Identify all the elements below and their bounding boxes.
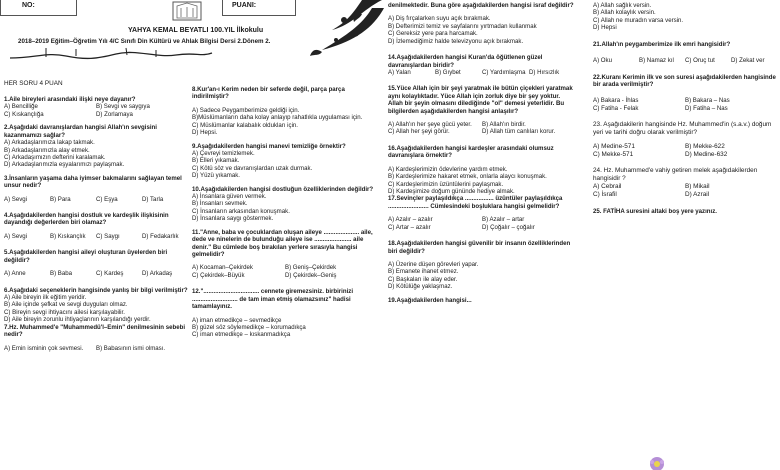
- option[interactable]: A) Anne: [4, 270, 26, 278]
- puan-label: PUANI:: [232, 2, 257, 9]
- question-text: 4.Aşağıdakilerden hangisi dostluk ve kardeşlik ilişkisinin dayandığı değerlerden biri olamaz?: [4, 212, 169, 227]
- flower-icon: [646, 454, 668, 470]
- option[interactable]: D) İnsanlara saygı göstermek.: [192, 215, 274, 223]
- question-text: 17.Sevinçler paylaşıldıkça ................. üzüntüler paylaşıldıkça ........................ Cümlesindeki boşluklara hangisi gelmelidir?: [388, 195, 563, 210]
- option[interactable]: B) Mekke-622: [685, 142, 725, 150]
- question-text: 12."................................. cennete giremezsiniz. birbirinizi ........................... de tam iman etmiş olamazsınız" hadisi tamamlayınız.: [192, 288, 354, 311]
- option[interactable]: A) Yalan: [388, 68, 411, 76]
- option[interactable]: C) Artar – azalır: [388, 223, 431, 231]
- option[interactable]: B) Kardeşlerimize hakaret etmek, onlarla alaycı konuşmak.: [388, 173, 547, 181]
- option[interactable]: B) Gıybet: [435, 68, 461, 76]
- option[interactable]: C) Allah ne muradın varsa versin.: [593, 16, 684, 24]
- option[interactable]: B) İnsanları sevmek.: [192, 200, 248, 208]
- question-text: 7.Hz. Muhammed'e "Muhammedü'l–Emin" denilmesinin sebebi nedir?: [4, 323, 186, 339]
- question-text: 14.Aşağıdakilerden hangisi Kuran'da öğütlenen güzel davranışlardan biridir?: [388, 54, 543, 69]
- option[interactable]: C) Gereksiz yere para harcamak.: [388, 30, 478, 38]
- option[interactable]: A) iman etmedikçe – sevmedikçe: [192, 316, 282, 324]
- question-5: [4, 249, 188, 277]
- column-4: [593, 2, 777, 215]
- exam-title: 2018–2019 Eğitim–Öğretim Yılı 4/C Sınıfı Din Kültürü ve Ahlak Bilgisi Dersi 2.Dönem 2.: [18, 38, 271, 45]
- option[interactable]: D) Fedakarlık: [142, 232, 179, 240]
- question-7: [4, 324, 188, 352]
- question-17: [388, 195, 576, 231]
- option[interactable]: A) Çevreyi temizlemek.: [192, 149, 255, 157]
- option[interactable]: B) Babasının ismi olması.: [96, 344, 166, 352]
- question-text: 5.Aşağıdakilerden hangisi aileyi oluşturan üyelerden biri değildir?: [4, 249, 168, 264]
- question-2: [4, 124, 188, 169]
- option[interactable]: D) Çoğalır – çoğalır: [482, 223, 535, 231]
- option[interactable]: A) Bakara - İhlas: [593, 97, 639, 105]
- option[interactable]: A) Allah sağlık versin.: [593, 2, 652, 9]
- option[interactable]: C) Kardeş: [96, 270, 124, 278]
- question-text: 10.Aşağıdakilerden hangisi dostluğun özelliklerinden değildir?: [192, 185, 374, 193]
- question-22: [593, 74, 777, 113]
- question-text: 24. Hz. Muhammed'e vahiy getiren melek aşağıdakilerden hangisidir ?: [593, 167, 758, 183]
- option[interactable]: B) güzel söz söylemedikçe – korumadıkça: [192, 323, 306, 331]
- option[interactable]: C) Saygı: [96, 232, 120, 240]
- question-12: [192, 288, 378, 339]
- option[interactable]: D) Fatiha – Nas: [685, 104, 728, 112]
- option[interactable]: C) Fatiha - Felak: [593, 104, 639, 112]
- option[interactable]: D) Zekat ver: [731, 57, 765, 65]
- option[interactable]: D) Kardeşimize doğum gününde hediye almak.: [388, 188, 515, 196]
- option[interactable]: C) Kıskançlığa: [4, 110, 44, 118]
- floral-ornament-icon: [292, 0, 384, 60]
- option[interactable]: C) Çekirdek–Büyük: [192, 271, 245, 279]
- option[interactable]: B) Baba: [50, 270, 73, 278]
- option[interactable]: B) Sevgi ve saygıya: [96, 103, 150, 111]
- option[interactable]: C) Yardımlaşma: [482, 68, 526, 76]
- question-10: [192, 186, 378, 223]
- option[interactable]: A) Oku: [593, 57, 612, 65]
- option[interactable]: C) Allah her şeyi görür.: [388, 128, 450, 136]
- option[interactable]: A) Diş fırçalarken suyu açık bırakmak.: [388, 15, 491, 23]
- option[interactable]: C) Kardeşlerimizin üzüntülerini paylaşmak.: [388, 180, 504, 188]
- puan-box: [222, 0, 296, 16]
- question-text: 2.Aşağıdaki davranışlardan hangisi Allah'ın sevgisini kazanmamızı sağlar?: [4, 124, 157, 139]
- option[interactable]: B) Arkadaşlarımızla alay etmek.: [4, 146, 90, 154]
- question-8: [192, 86, 378, 137]
- question-24: [593, 167, 777, 198]
- school-logo-icon: [168, 0, 206, 22]
- question-text: 8.Kur'an-ı Kerim neden bir seferde değil, parça parça indirilmiştir?: [192, 86, 345, 101]
- option[interactable]: A) Aile bireyin ilk eğitim yeridir.: [4, 294, 87, 302]
- option[interactable]: A) Sevgi: [4, 232, 28, 240]
- question-text: 19.Aşağıdakilerden hangisi...: [388, 296, 472, 304]
- option[interactable]: B) Elleri yıkamak.: [192, 157, 240, 165]
- school-title: YAHYA KEMAL BEYATLI 100.YIL İlkokulu: [128, 27, 264, 34]
- option[interactable]: A) Emin isminin çok sevmesi.: [4, 344, 84, 352]
- points-note: HER SORU 4 PUAN: [4, 80, 63, 87]
- option[interactable]: B) Kıskançlık: [50, 232, 86, 240]
- column-3: [388, 2, 576, 304]
- question-text: 1.Aile bireyleri arasındaki ilişki neye dayanır?: [4, 96, 136, 103]
- option[interactable]: B) Aile içinde şefkat ve sevgi duyguları olmaz.: [4, 301, 128, 309]
- option[interactable]: D) Arkadaş: [142, 270, 173, 278]
- option[interactable]: B) Bakara – Nas: [685, 97, 730, 105]
- option[interactable]: A) Allah'ın her şeye gücü yeter.: [388, 121, 472, 129]
- question-14: [388, 54, 576, 76]
- option[interactable]: C) Oruç tut: [685, 57, 715, 65]
- option[interactable]: A) Sadece Peygamberimize geldiği için.: [192, 106, 300, 114]
- option[interactable]: D) Aile bireyin zorunlu ihtiyaçlarının karşılandığı yerdir.: [4, 316, 151, 324]
- option[interactable]: D) Medine-632: [685, 150, 728, 158]
- option[interactable]: B) Allah kolaylık versin.: [593, 9, 656, 17]
- option[interactable]: D) Çekirdek–Geniş: [285, 271, 337, 279]
- option[interactable]: B) Namaz kıl: [639, 57, 674, 65]
- question-text: 18.Aşağıdakilerden hangisi güvenilir bir insanın özelliklerinden biri değildir?: [388, 240, 571, 255]
- option[interactable]: C) iman etmedikçe – kıskanmadıkça: [192, 331, 291, 339]
- question-16: [388, 145, 576, 196]
- question-text: 9.Aşağıdakilerden hangisi manevi temizliğe örnektir?: [192, 142, 346, 150]
- question-text: 21.Allah'ın peygamberimize ilk emri hangisidir?: [593, 40, 731, 48]
- question-text: denilmektedir. Buna göre aşağıdakilerden hangisi israf değildir?: [388, 2, 574, 9]
- option[interactable]: B) Azalır – artar: [482, 216, 525, 224]
- option[interactable]: D) Tarla: [142, 195, 164, 203]
- question-25: [593, 208, 777, 215]
- question-21: [593, 41, 777, 65]
- option[interactable]: A) Sevgi: [4, 195, 28, 203]
- column-2: [192, 86, 378, 339]
- question-4: [4, 212, 188, 240]
- option[interactable]: C) İnsanların arkasından konuşmak.: [192, 207, 290, 215]
- option[interactable]: A) Medine-571: [593, 142, 635, 150]
- option[interactable]: D) Azrail: [685, 190, 710, 198]
- question-11: [192, 229, 378, 280]
- question-20-continued: [593, 2, 777, 32]
- question-9: [192, 143, 378, 180]
- option[interactable]: B)Müslümanların daha kolay anlayıp rahatlıkla uygulaması için.: [192, 114, 363, 122]
- option[interactable]: D) Arkadaşlarımızla eşyalarımızı paylaşmak.: [4, 161, 125, 169]
- option[interactable]: C) Müslümanlar kalabalık oldukları için.: [192, 121, 299, 129]
- option[interactable]: B) Defterimizi temiz ve sayfalarını yırtmadan kullanmak: [388, 22, 537, 30]
- question-3: [4, 175, 188, 203]
- option[interactable]: D) Zorlamaya: [96, 110, 133, 118]
- option[interactable]: C) İsrafil: [593, 190, 617, 198]
- option[interactable]: A) Kardeşlerimizin ödevlerine yardım etmek.: [388, 165, 508, 173]
- question-text: 23. Aşağıdakilerin hangisinde Hz. Muhammed'in (s.a.v.) doğum yeri ve tarihi doğru olarak verilmiştir?: [593, 121, 772, 137]
- option[interactable]: B) Allah'ın birdir.: [482, 121, 526, 129]
- calligraphy-icon: [6, 46, 216, 62]
- question-text: 6.Aşağıdaki seçeneklerin hangisinde yanlış bir bilgi verilmiştir?: [4, 286, 188, 294]
- option[interactable]: A) Arkadaşlarımıza lakap takmak.: [4, 139, 95, 147]
- option[interactable]: B) Emanete ihanet etmez.: [388, 268, 459, 276]
- option[interactable]: A) Kocaman–Çekirdek: [192, 264, 253, 272]
- option[interactable]: A) İnsanlara güven vermek.: [192, 193, 267, 201]
- option[interactable]: D) İzlemediğimiz halde televizyonu açık bırakmak.: [388, 37, 524, 45]
- no-box: [0, 0, 77, 16]
- option[interactable]: A) Bencilliğe: [4, 103, 38, 111]
- question-6: [4, 287, 188, 324]
- question-18: [388, 240, 576, 291]
- question-text: 11."Anne, baba ve çocuklardan oluşan aileye ..................... aile, dede ve ninelerin de bulunduğu aileye ise ...................... aile denir." Bu cümlede boş bırakılan yerlere sırasıyla hangisi gelmelidir?: [192, 228, 373, 259]
- no-label: NO:: [22, 2, 35, 9]
- option[interactable]: D) Hırsızlık: [529, 68, 560, 76]
- option[interactable]: C) Bireyin sevgi ihtiyacını ailesi karşılayabilir.: [4, 308, 125, 316]
- option[interactable]: C) Arkadaşımızın defterini karalamak.: [4, 153, 106, 161]
- option[interactable]: B) Para: [50, 195, 71, 203]
- question-1: [4, 96, 188, 118]
- option[interactable]: A) Üzerine düşen görevleri yapar.: [388, 260, 479, 268]
- option[interactable]: A) Azalır – azalır: [388, 216, 433, 224]
- option[interactable]: C) Başkaları ile alay eder.: [388, 275, 458, 283]
- question-15: [388, 85, 576, 136]
- question-text: 25. FATİHA suresini altaki boş yere yazınız.: [593, 207, 717, 215]
- option[interactable]: D) Hepsi: [593, 24, 617, 32]
- question-23: [593, 121, 777, 158]
- option[interactable]: D) Yüzü yıkamak.: [192, 172, 240, 180]
- option[interactable]: A) Cebrail: [593, 183, 622, 191]
- option[interactable]: D) Allah tüm canlıları korur.: [482, 128, 556, 136]
- question-19: [388, 297, 576, 304]
- question-text: 15.Yüce Allah için bir şeyi yaratmak ile bütün çiçekleri yaratmak aynı kolaylıktadır. Yüce Allah için zorluk diye bir şey yoktur. Allah bir şeyin olmasını dilediğinde "ol" demesi yeterlidir. Bu bilgilerden aşağıdakilerden hangisi anlaşılır?: [388, 85, 573, 115]
- column-1: [4, 96, 188, 352]
- option[interactable]: D) Hepsi.: [192, 129, 218, 137]
- option[interactable]: D) Kötülüğe yaklaşmaz.: [388, 283, 453, 291]
- option[interactable]: C) Mekke-571: [593, 150, 634, 158]
- question-text: 16.Aşağıdakilerden hangisi kardeşler arasındaki olumsuz davranışlara örnektir?: [388, 144, 554, 160]
- option[interactable]: B) Mikail: [685, 183, 710, 191]
- question-text: 3.İnsanların yaşama daha iyimser bakmalarını sağlayan temel unsur nedir?: [4, 174, 182, 190]
- option[interactable]: B) Geniş–Çekirdek: [285, 264, 337, 272]
- question-13-continued: [388, 2, 576, 45]
- option[interactable]: C) Eşya: [96, 195, 118, 203]
- question-text: 22.Kuranı Kerimin ilk ve son suresi aşağıdakilerden hangisinde bir arada verilmiştir?: [593, 73, 776, 88]
- option[interactable]: C) Kötü söz ve davranışlardan uzak durmak.: [192, 164, 313, 172]
